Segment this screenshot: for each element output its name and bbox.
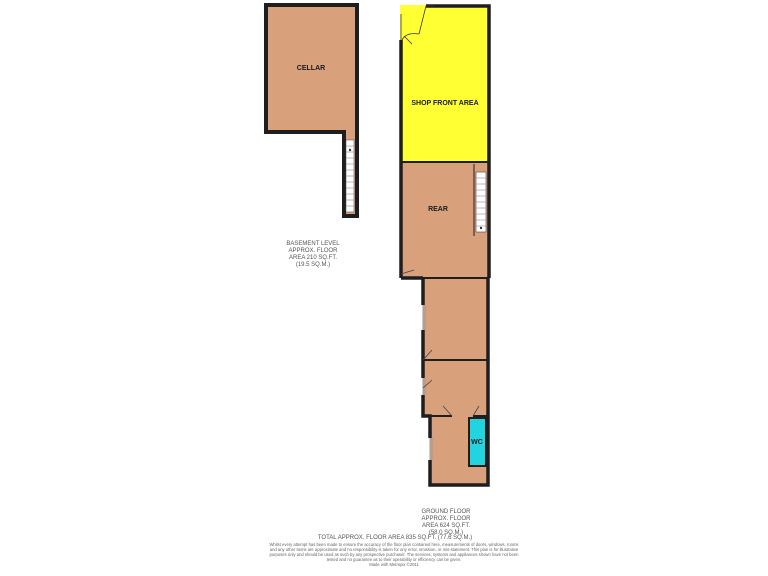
ground-line-1: GROUND FLOOR bbox=[421, 509, 471, 515]
cellar-room bbox=[266, 5, 357, 216]
basement-line-2: APPROX. FLOOR bbox=[288, 248, 338, 254]
rear-label: REAR bbox=[428, 206, 448, 213]
ground-line-2: APPROX. FLOOR bbox=[421, 516, 471, 522]
ground-area-info bbox=[406, 509, 486, 537]
basement-line-1: BASEMENT LEVEL bbox=[286, 241, 340, 247]
basement-line-3: AREA 210 SQ.FT. bbox=[288, 255, 338, 261]
middle-room bbox=[423, 278, 488, 360]
basement-line-4: (19.5 SQ.M.) bbox=[295, 262, 331, 268]
total-area: TOTAL APPROX. FLOOR AREA 835 SQ.FT. (77.6 SQ.M.) bbox=[317, 535, 473, 541]
ground-line-4: (58.0 SQ.M.) bbox=[428, 530, 464, 536]
basement-area-info bbox=[272, 241, 354, 269]
ground-line-3: AREA 624 SQ.FT. bbox=[421, 523, 471, 529]
cellar-label: CELLAR bbox=[296, 65, 326, 72]
wc-label: WC bbox=[471, 439, 483, 446]
shop-front-room bbox=[400, 5, 490, 162]
shop-front-label: SHOP FRONT AREA bbox=[411, 100, 479, 107]
disclaimer-text bbox=[268, 542, 520, 567]
disclaimer-body: Whilst every attempt has been made to ensure the accuracy of the floor plan contained here, measurements of doors, windows, rooms and any other items are approximate and no responsibility is taken for any error, omission, or mis-statement. This plan is for illustrative purposes only and should be used as such by any prospective purchaser. The services, systems and appliances shown have not been tested and no guarantee as to their operability or efficiency can be given. bbox=[269, 542, 519, 562]
credit-text: Made with Metropix ©2011 bbox=[369, 562, 419, 567]
ground-floor-stairs bbox=[474, 164, 486, 236]
cellar-stairs bbox=[346, 140, 354, 212]
